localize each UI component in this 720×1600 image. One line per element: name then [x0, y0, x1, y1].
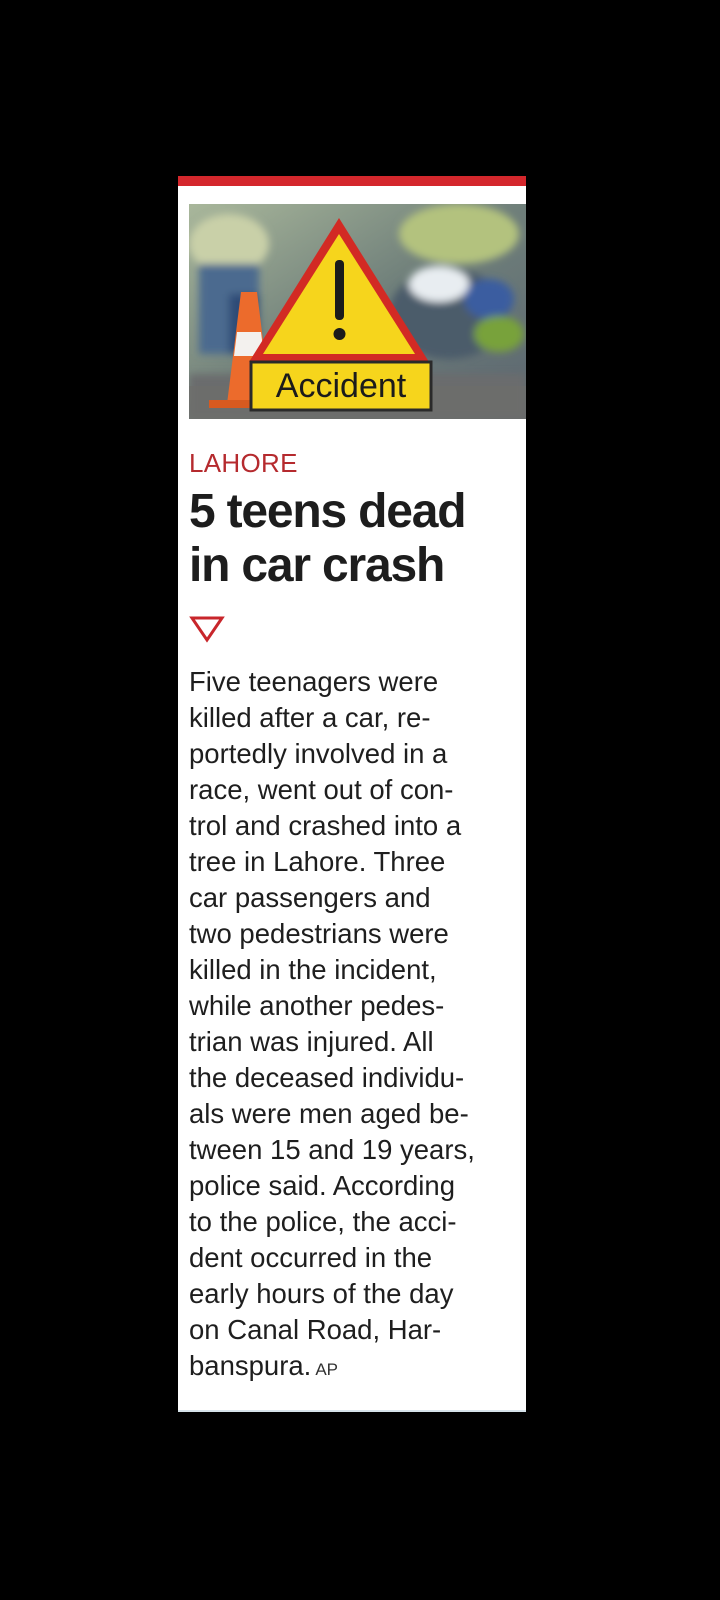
body-line: early hours of the day [189, 1278, 454, 1309]
top-red-rule [178, 176, 526, 186]
dateline: LAHORE [189, 448, 298, 478]
body-line: the deceased individu- [189, 1062, 465, 1093]
body-line: trol and crashed into a [189, 810, 462, 841]
body-line: car passengers and [189, 882, 431, 913]
accident-sign-illustration [189, 204, 526, 419]
body-line: tween 15 and 19 years, [189, 1134, 475, 1165]
headline [189, 485, 519, 593]
down-triangle-icon [189, 615, 225, 643]
body-line: race, went out of con- [189, 774, 454, 805]
body-line: to the police, the acci- [189, 1206, 457, 1237]
bottom-rule [178, 1410, 526, 1412]
body-line: Five teenagers were [189, 666, 439, 697]
body-line: trian was injured. All [189, 1026, 434, 1057]
body-line: banspura. [189, 1350, 312, 1381]
body-line: dent occurred in the [189, 1242, 433, 1273]
body-line: portedly involved in a [189, 738, 448, 769]
credit-byline: AP [315, 1360, 339, 1379]
headline-line: 5 teens dead [189, 485, 466, 538]
accident-photo [189, 204, 526, 419]
body-last-line [189, 1348, 521, 1388]
body-line: killed in the incident, [189, 954, 437, 985]
news-clipping [178, 176, 526, 1412]
body-line: police said. According [189, 1170, 455, 1201]
body-line: als were men aged be- [189, 1098, 469, 1129]
headline-line: in car crash [189, 539, 445, 592]
body-line: tree in Lahore. Three [189, 846, 446, 877]
body-line: killed after a car, re- [189, 702, 431, 733]
article-body [189, 664, 521, 1388]
body-line: two pedestrians were [189, 918, 449, 949]
body-line: on Canal Road, Har- [189, 1314, 442, 1345]
body-line: while another pedes- [189, 990, 445, 1021]
accident-sign-label: Accident [275, 367, 407, 405]
